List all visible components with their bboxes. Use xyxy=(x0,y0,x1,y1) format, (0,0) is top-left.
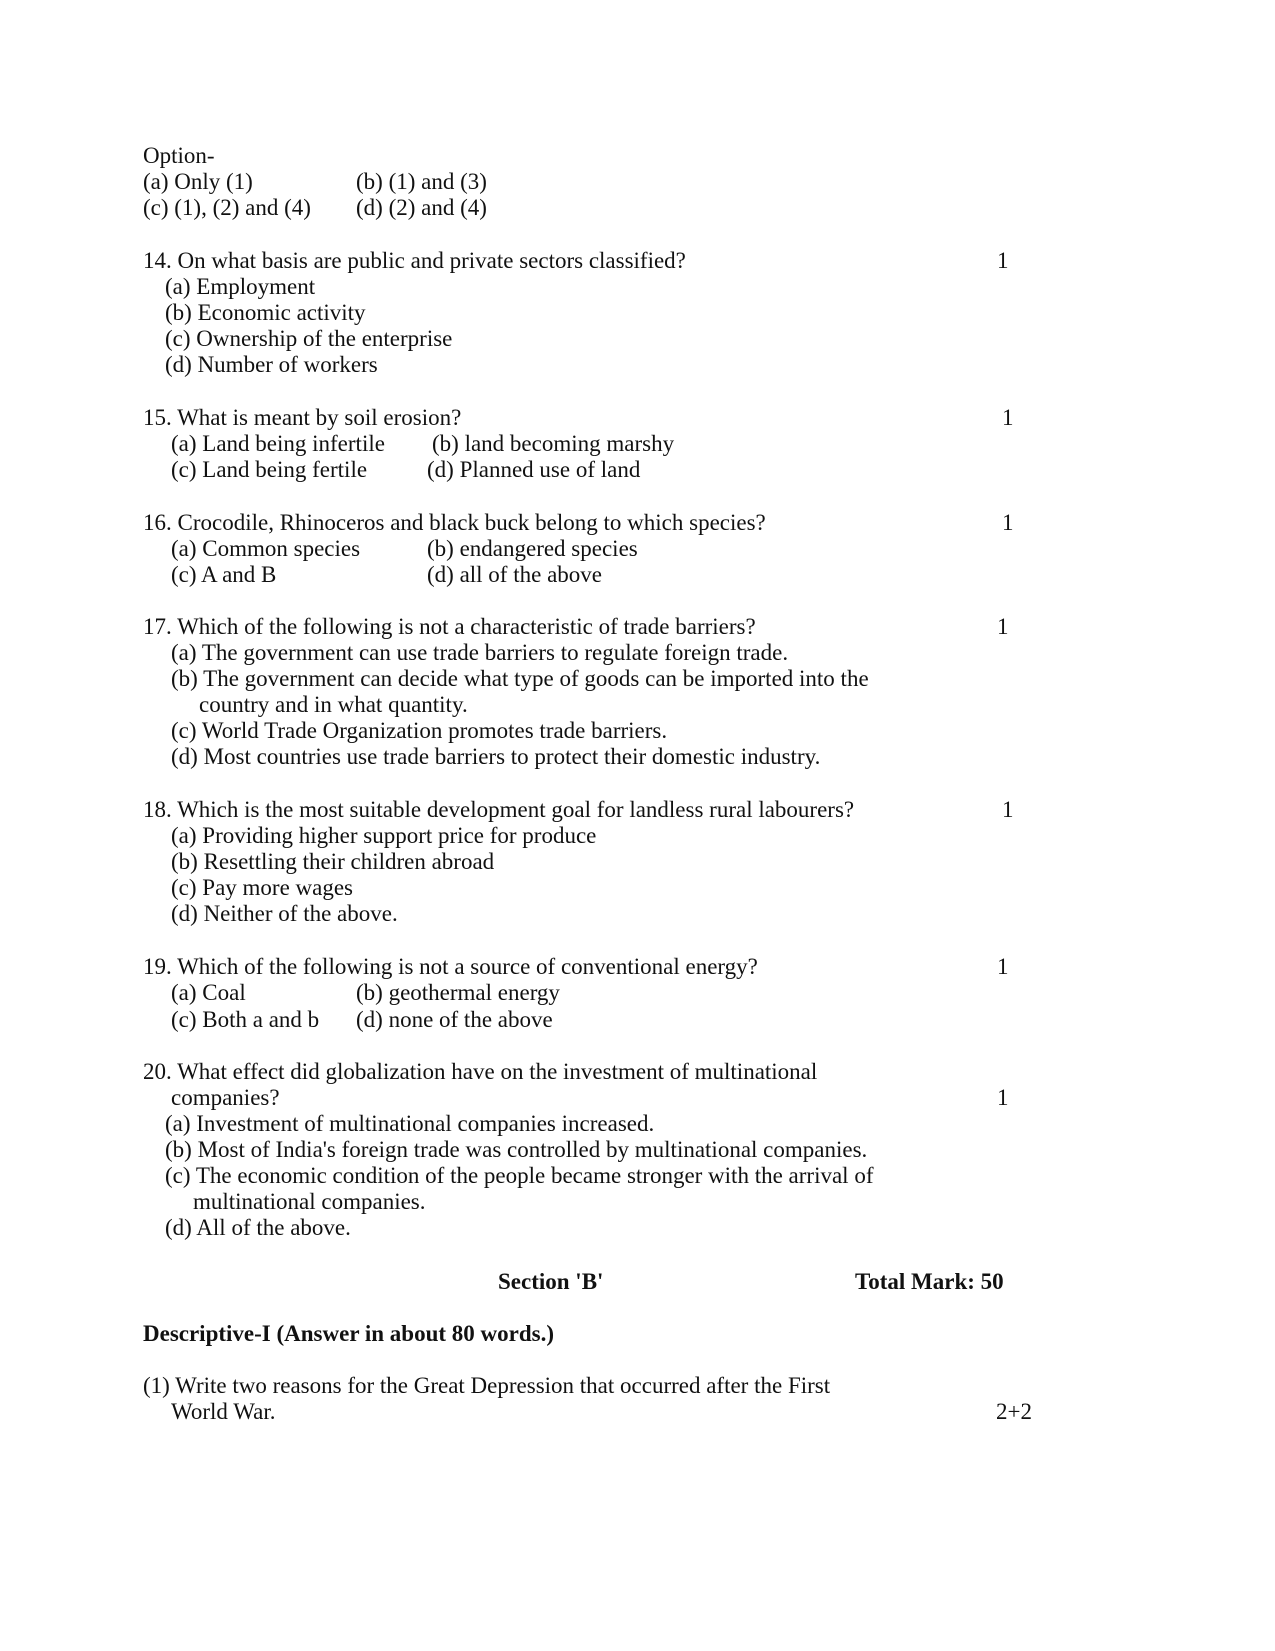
q16-option-a: (a) Common species xyxy=(171,536,361,561)
q16-option-b: (b) endangered species xyxy=(427,536,638,561)
section-b-title: Section 'B' xyxy=(498,1269,604,1294)
q16-option-d: (d) all of the above xyxy=(427,562,602,587)
q14-option-b: (b) Economic activity xyxy=(165,300,366,325)
section-b-total-marks: Total Mark: 50 xyxy=(855,1269,1004,1294)
q19-option-d: (d) none of the above xyxy=(356,1007,553,1032)
q19-option-a: (a) Coal xyxy=(171,980,246,1005)
q15-option-b: (b) land becoming marshy xyxy=(432,431,675,456)
option-heading: Option- xyxy=(143,143,215,168)
descriptive-q1-cont: World War. xyxy=(171,1399,276,1424)
descriptive-q1: (1) Write two reasons for the Great Depression that occurred after the First xyxy=(143,1373,831,1398)
q19-marks: 1 xyxy=(997,954,1009,979)
q19-option-c: (c) Both a and b xyxy=(171,1007,320,1032)
q18-marks: 1 xyxy=(1002,797,1014,822)
q14-option-c: (c) Ownership of the enterprise xyxy=(165,326,453,351)
q14-marks: 1 xyxy=(997,248,1009,273)
option-d: (d) (2) and (4) xyxy=(356,195,487,220)
q15-option-d: (d) Planned use of land xyxy=(427,457,641,482)
descriptive-heading: Descriptive-I (Answer in about 80 words.) xyxy=(143,1321,555,1346)
q20-option-c: (c) The economic condition of the people became stronger with the arrival of xyxy=(165,1163,874,1188)
descriptive-q1-marks: 2+2 xyxy=(996,1399,1032,1424)
q17-option-c: (c) World Trade Organization promotes trade barriers. xyxy=(171,718,668,743)
q18-option-b: (b) Resettling their children abroad xyxy=(171,849,495,874)
q14-question: 14. On what basis are public and private sectors classified? xyxy=(143,248,686,273)
option-c: (c) (1), (2) and (4) xyxy=(143,195,311,220)
q20-question: 20. What effect did globalization have on the investment of multinational xyxy=(143,1059,818,1084)
q15-option-c: (c) Land being fertile xyxy=(171,457,368,482)
q15-question: 15. What is meant by soil erosion? xyxy=(143,405,462,430)
q17-option-b-cont: country and in what quantity. xyxy=(199,692,468,717)
q16-marks: 1 xyxy=(1002,510,1014,535)
q18-option-a: (a) Providing higher support price for produce xyxy=(171,823,597,848)
q15-option-a: (a) Land being infertile xyxy=(171,431,385,456)
q18-option-c: (c) Pay more wages xyxy=(171,875,354,900)
q20-marks: 1 xyxy=(997,1085,1009,1110)
q17-option-b: (b) The government can decide what type of goods can be imported into the xyxy=(171,666,869,691)
q16-question: 16. Crocodile, Rhinoceros and black buck belong to which species? xyxy=(143,510,766,535)
q18-option-d: (d) Neither of the above. xyxy=(171,901,398,926)
option-b: (b) (1) and (3) xyxy=(356,169,487,194)
q20-option-a: (a) Investment of multinational companies increased. xyxy=(165,1111,655,1136)
q20-question-cont: companies? xyxy=(171,1085,280,1110)
q17-marks: 1 xyxy=(997,614,1009,639)
q14-option-a: (a) Employment xyxy=(165,274,316,299)
q19-question: 19. Which of the following is not a source of conventional energy? xyxy=(143,954,758,979)
q16-option-c: (c) A and B xyxy=(171,562,277,587)
q20-option-d: (d) All of the above. xyxy=(165,1215,351,1240)
q19-option-b: (b) geothermal energy xyxy=(356,980,560,1005)
option-a: (a) Only (1) xyxy=(143,169,253,194)
q20-option-b: (b) Most of India's foreign trade was controlled by multinational companies. xyxy=(165,1137,868,1162)
q18-question: 18. Which is the most suitable development goal for landless rural labourers? xyxy=(143,797,855,822)
q17-option-a: (a) The government can use trade barriers to regulate foreign trade. xyxy=(171,640,789,665)
q17-option-d: (d) Most countries use trade barriers to protect their domestic industry. xyxy=(171,744,821,769)
q17-question: 17. Which of the following is not a characteristic of trade barriers? xyxy=(143,614,756,639)
q14-option-d: (d) Number of workers xyxy=(165,352,378,377)
q15-marks: 1 xyxy=(1002,405,1014,430)
q20-option-c-cont: multinational companies. xyxy=(193,1189,426,1214)
